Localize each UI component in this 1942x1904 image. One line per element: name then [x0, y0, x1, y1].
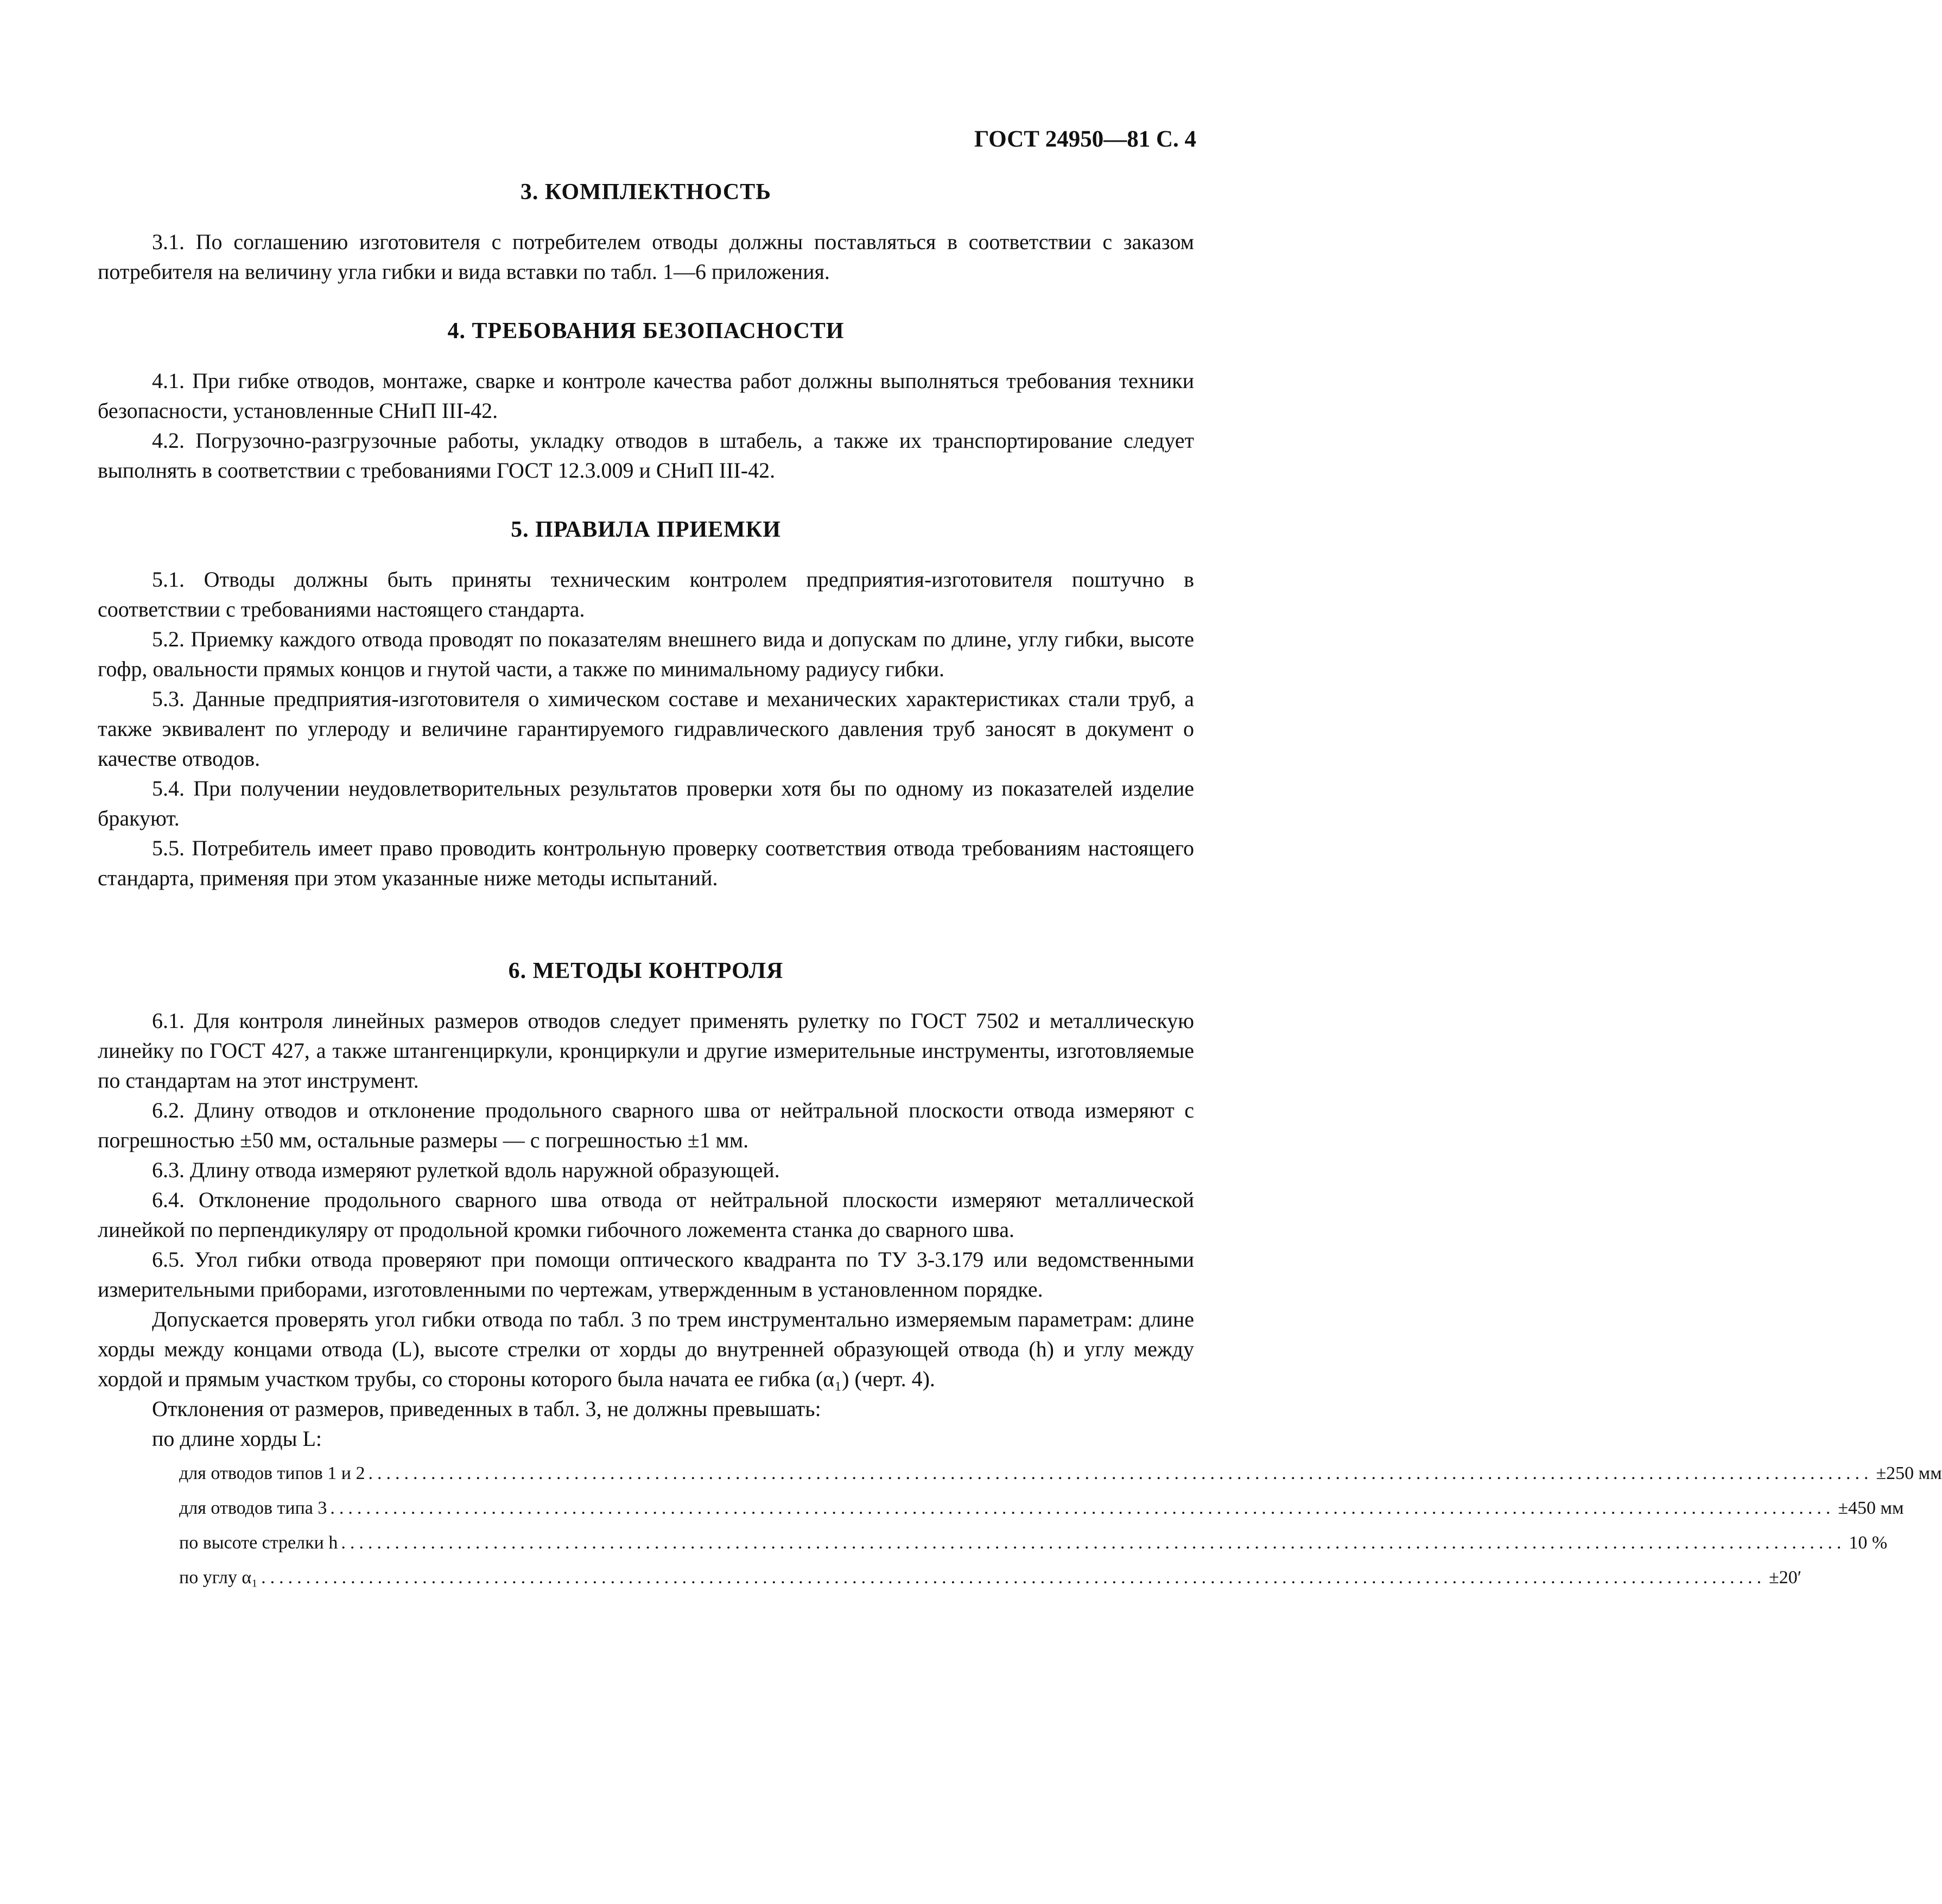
- paragraph-6-2: 6.2. Длину отводов и отклонение продольного сварного шва от нейтральной плоскости отвода измеряют с погрешностью ±50 мм, остальные размеры — с погрешностью ±1 мм.: [98, 1098, 1194, 1152]
- section-4-title: 4. ТРЕБОВАНИЯ БЕЗОПАСНОСТИ: [447, 319, 845, 344]
- paragraph-6-1: 6.1. Для контроля линейных размеров отводов следует применять рулетку по ГОСТ 7502 и металлическую линейку по ГОСТ 427, а также штангенциркули, кронциркули и другие измерительные инструменты, изготовляемые по стандартам на этот инструмент.: [98, 1008, 1194, 1093]
- page-header: ГОСТ 24950—81 С. 4: [974, 126, 1196, 152]
- paragraph-6-5: 6.5. Угол гибки отвода проверяют при помощи оптического квадранта по ТУ 3-3.179 или ведомственными измерительными приборами, изготовленными по чертежам, утвержденным в установленном порядке.: [98, 1247, 1194, 1302]
- paragraph-5-1: 5.1. Отводы должны быть приняты техническим контролем предприятия-изготовителя поштучно в соответствии с требованиями настоящего стандарта.: [98, 567, 1194, 621]
- deviations-intro: Отклонения от размеров, приведенных в табл. 3, не должны превышать:: [152, 1397, 821, 1421]
- tolerance-row: [179, 1498, 1904, 1533]
- paragraph-4-2: 4.2. Погрузочно-разгрузочные работы, укладку отводов в штабель, а также их транспортирование следует выполнять в соответствии с требованиями ГОСТ 12.3.009 и СНиП III-42.: [98, 428, 1194, 483]
- tolerance-label: для отводов типов 1 и 2: [179, 1463, 365, 1483]
- tolerance-row: [179, 1533, 1888, 1567]
- section-3-title: 3. КОМПЛЕКТНОСТЬ: [520, 180, 772, 205]
- tolerance-label: по высоте стрелки h: [179, 1533, 338, 1553]
- document-body: [98, 179, 1942, 1602]
- paragraph-6-3: 6.3. Длину отвода измеряют рулеткой вдоль наружной образующей.: [152, 1158, 780, 1182]
- tolerance-value: ±20′: [1769, 1567, 1802, 1588]
- tolerance-value: ±450 мм: [1838, 1498, 1904, 1518]
- dot-leader: ........................................................................................................................................................................: [368, 1463, 1873, 1483]
- paragraph-4-1: 4.1. При гибке отводов, монтаже, сварке и контроле качества работ должны выполняться требования техники безопасности, установленные СНиП III-42.: [98, 369, 1194, 423]
- paragraph-6-4: 6.4. Отклонение продольного сварного шва отвода от нейтральной плоскости измеряют металлической линейкой по перпендикуляру от продольной кромки гибочного ложемента станка до сварного шва.: [98, 1188, 1194, 1242]
- paragraph-5-5: 5.5. Потребитель имеет право проводить контрольную проверку соответствия отвода требованиям настоящего стандарта, применяя при этом указанные ниже методы испытаний.: [98, 836, 1194, 890]
- paragraph-6-5-allowed: Допускается проверять угол гибки отвода по табл. 3 по трем инструментально измеряемым параметрам: длине хорды между концами отвода (L), высоте стрелки от хорды до внутренней образующей отвода (h) и углу между хордой и прямым участком трубы, со стороны которого была начата ее гибка (α₁) (черт. 4).: [98, 1307, 1194, 1391]
- paragraph-5-4: 5.4. При получении неудовлетворительных результатов проверки хотя бы по одному из показателей изделие бракуют.: [98, 776, 1194, 830]
- tolerance-list: [179, 1463, 1942, 1602]
- section-5-title: 5. ПРАВИЛА ПРИЕМКИ: [511, 517, 781, 542]
- paragraph-5-2: 5.2. Приемку каждого отвода проводят по показателям внешнего вида и допускам по длине, углу гибки, высоте гофр, овальности прямых концов и гнутой части, а также по минимальному радиусу гибки.: [98, 627, 1194, 681]
- dot-leader: ........................................................................................................................................................................: [261, 1567, 1766, 1588]
- tolerance-row: [179, 1567, 1802, 1602]
- paragraph-3-1: 3.1. По соглашению изготовителя с потребителем отводы должны поставляться в соответствии с заказом потребителя на величину угла гибки и вида вставки по табл. 1—6 приложения.: [98, 230, 1194, 284]
- tolerance-label: по углу α₁: [179, 1567, 258, 1588]
- tolerance-row: [179, 1463, 1942, 1498]
- tolerance-value: ±250 мм: [1876, 1463, 1942, 1483]
- dot-leader: ........................................................................................................................................................................: [341, 1533, 1846, 1553]
- paragraph-5-3: 5.3. Данные предприятия-изготовителя о химическом составе и механических характеристиках стали труб, а также эквивалент по углероду и величине гарантируемого гидравлического давления труб заносят в документ о качестве отводов.: [98, 687, 1194, 771]
- dot-leader: ........................................................................................................................................................................: [330, 1498, 1835, 1518]
- section-6-title: 6. МЕТОДЫ КОНТРОЛЯ: [508, 959, 784, 983]
- tolerance-label: для отводов типа 3: [179, 1498, 327, 1518]
- tolerance-value: 10 %: [1849, 1533, 1888, 1553]
- chord-label: по длине хорды L:: [152, 1426, 322, 1451]
